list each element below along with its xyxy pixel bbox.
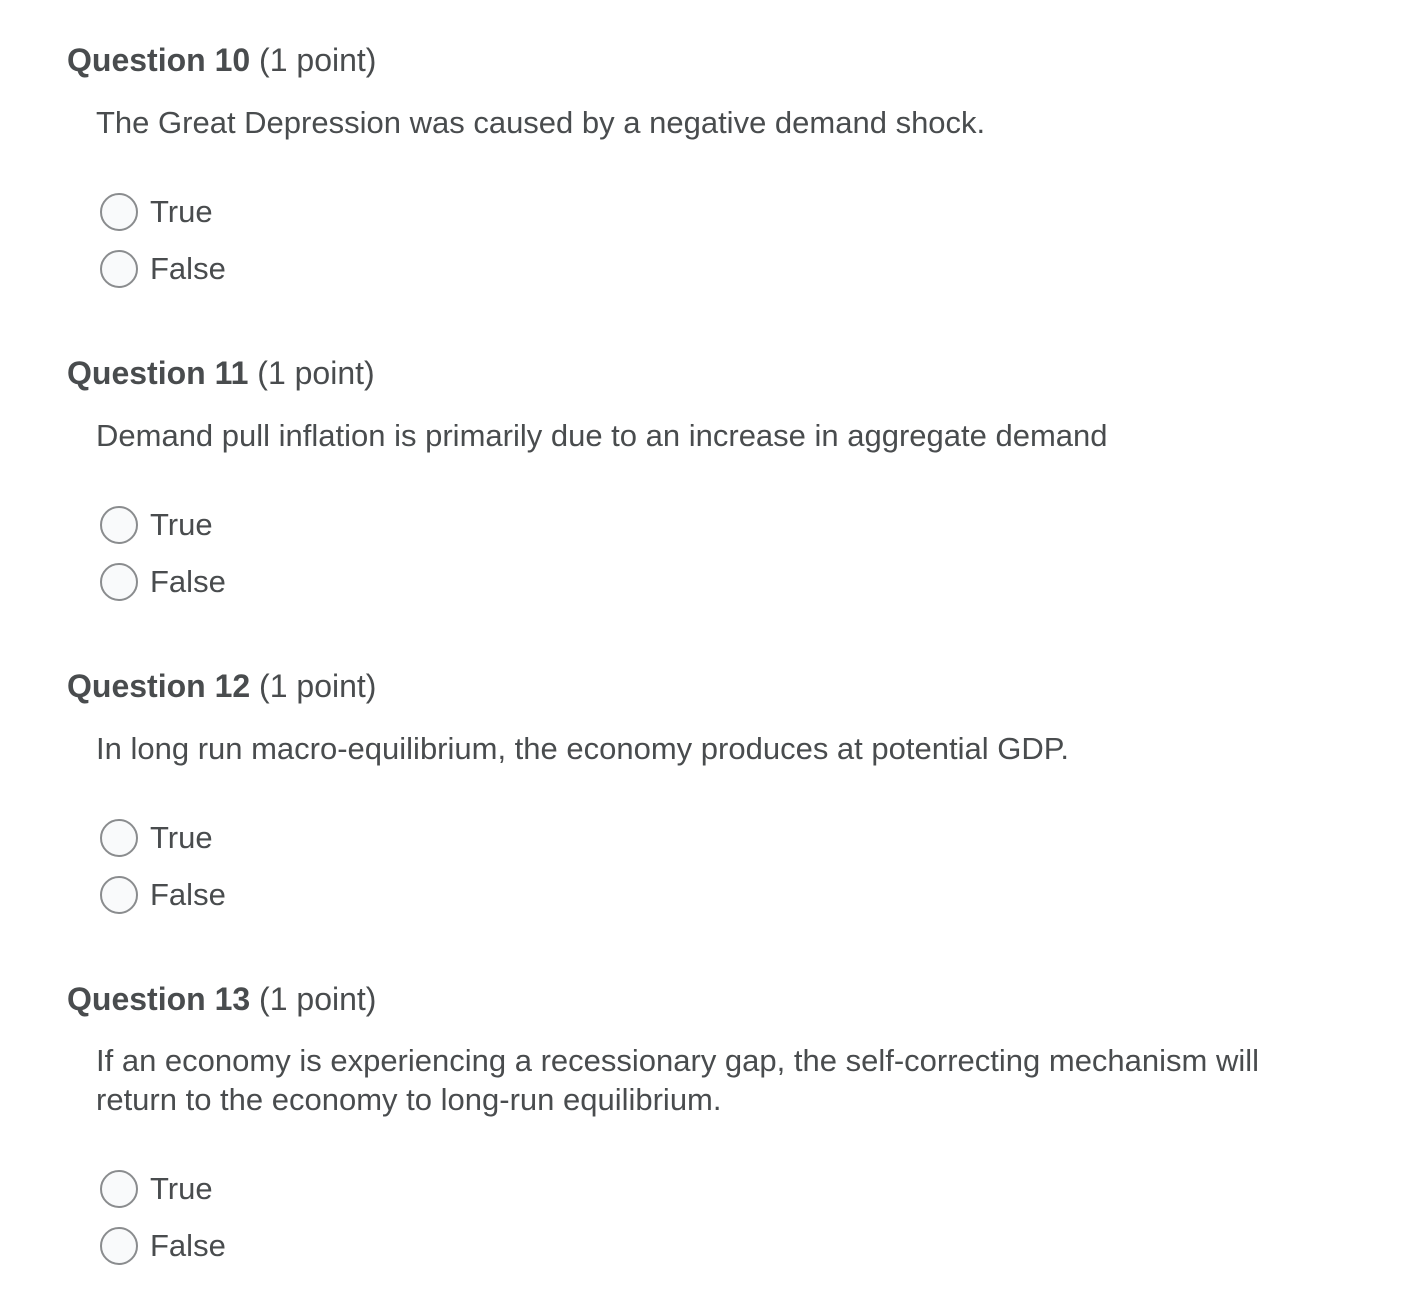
option-false[interactable] (100, 874, 226, 916)
question-text: In long run macro-equilibrium, the economy produces at potential GDP. (96, 731, 1070, 766)
question-number: Question 13 (67, 981, 251, 1017)
radio-button[interactable] (100, 1170, 138, 1208)
radio-button[interactable] (100, 1227, 138, 1265)
question-text: If an economy is experiencing a recessionary gap, the self-correcting mechanism will return to the economy to long-run equilibrium. (96, 1043, 1260, 1117)
question-heading (67, 666, 376, 706)
option-label[interactable]: True (150, 194, 213, 229)
question-number: Question 10 (67, 42, 251, 78)
option-true[interactable] (100, 1168, 213, 1210)
option-label[interactable]: False (150, 1228, 226, 1263)
question-heading (67, 979, 376, 1019)
option-label[interactable]: True (150, 1171, 213, 1206)
option-label[interactable]: True (150, 820, 213, 855)
option-true[interactable] (100, 504, 213, 546)
option-label[interactable]: True (150, 507, 213, 542)
radio-button[interactable] (100, 876, 138, 914)
option-false[interactable] (100, 561, 226, 603)
option-label[interactable]: False (150, 251, 226, 286)
question-number: Question 12 (67, 668, 251, 704)
question-points: (1 point) (259, 42, 377, 78)
radio-button[interactable] (100, 250, 138, 288)
radio-button[interactable] (100, 563, 138, 601)
radio-button[interactable] (100, 819, 138, 857)
option-label[interactable]: False (150, 877, 226, 912)
option-false[interactable] (100, 248, 226, 290)
radio-button[interactable] (100, 506, 138, 544)
radio-button[interactable] (100, 193, 138, 231)
question-text: Demand pull inflation is primarily due to an increase in aggregate demand (96, 418, 1108, 453)
question-heading (67, 40, 376, 80)
question-points: (1 point) (259, 981, 377, 1017)
question-points: (1 point) (257, 355, 375, 391)
option-false[interactable] (100, 1225, 226, 1267)
question-text: The Great Depression was caused by a negative demand shock. (96, 105, 986, 140)
option-true[interactable] (100, 817, 213, 859)
question-number: Question 11 (67, 355, 249, 391)
option-label[interactable]: False (150, 564, 226, 599)
question-heading (67, 353, 375, 393)
option-true[interactable] (100, 191, 213, 233)
question-points: (1 point) (259, 668, 377, 704)
